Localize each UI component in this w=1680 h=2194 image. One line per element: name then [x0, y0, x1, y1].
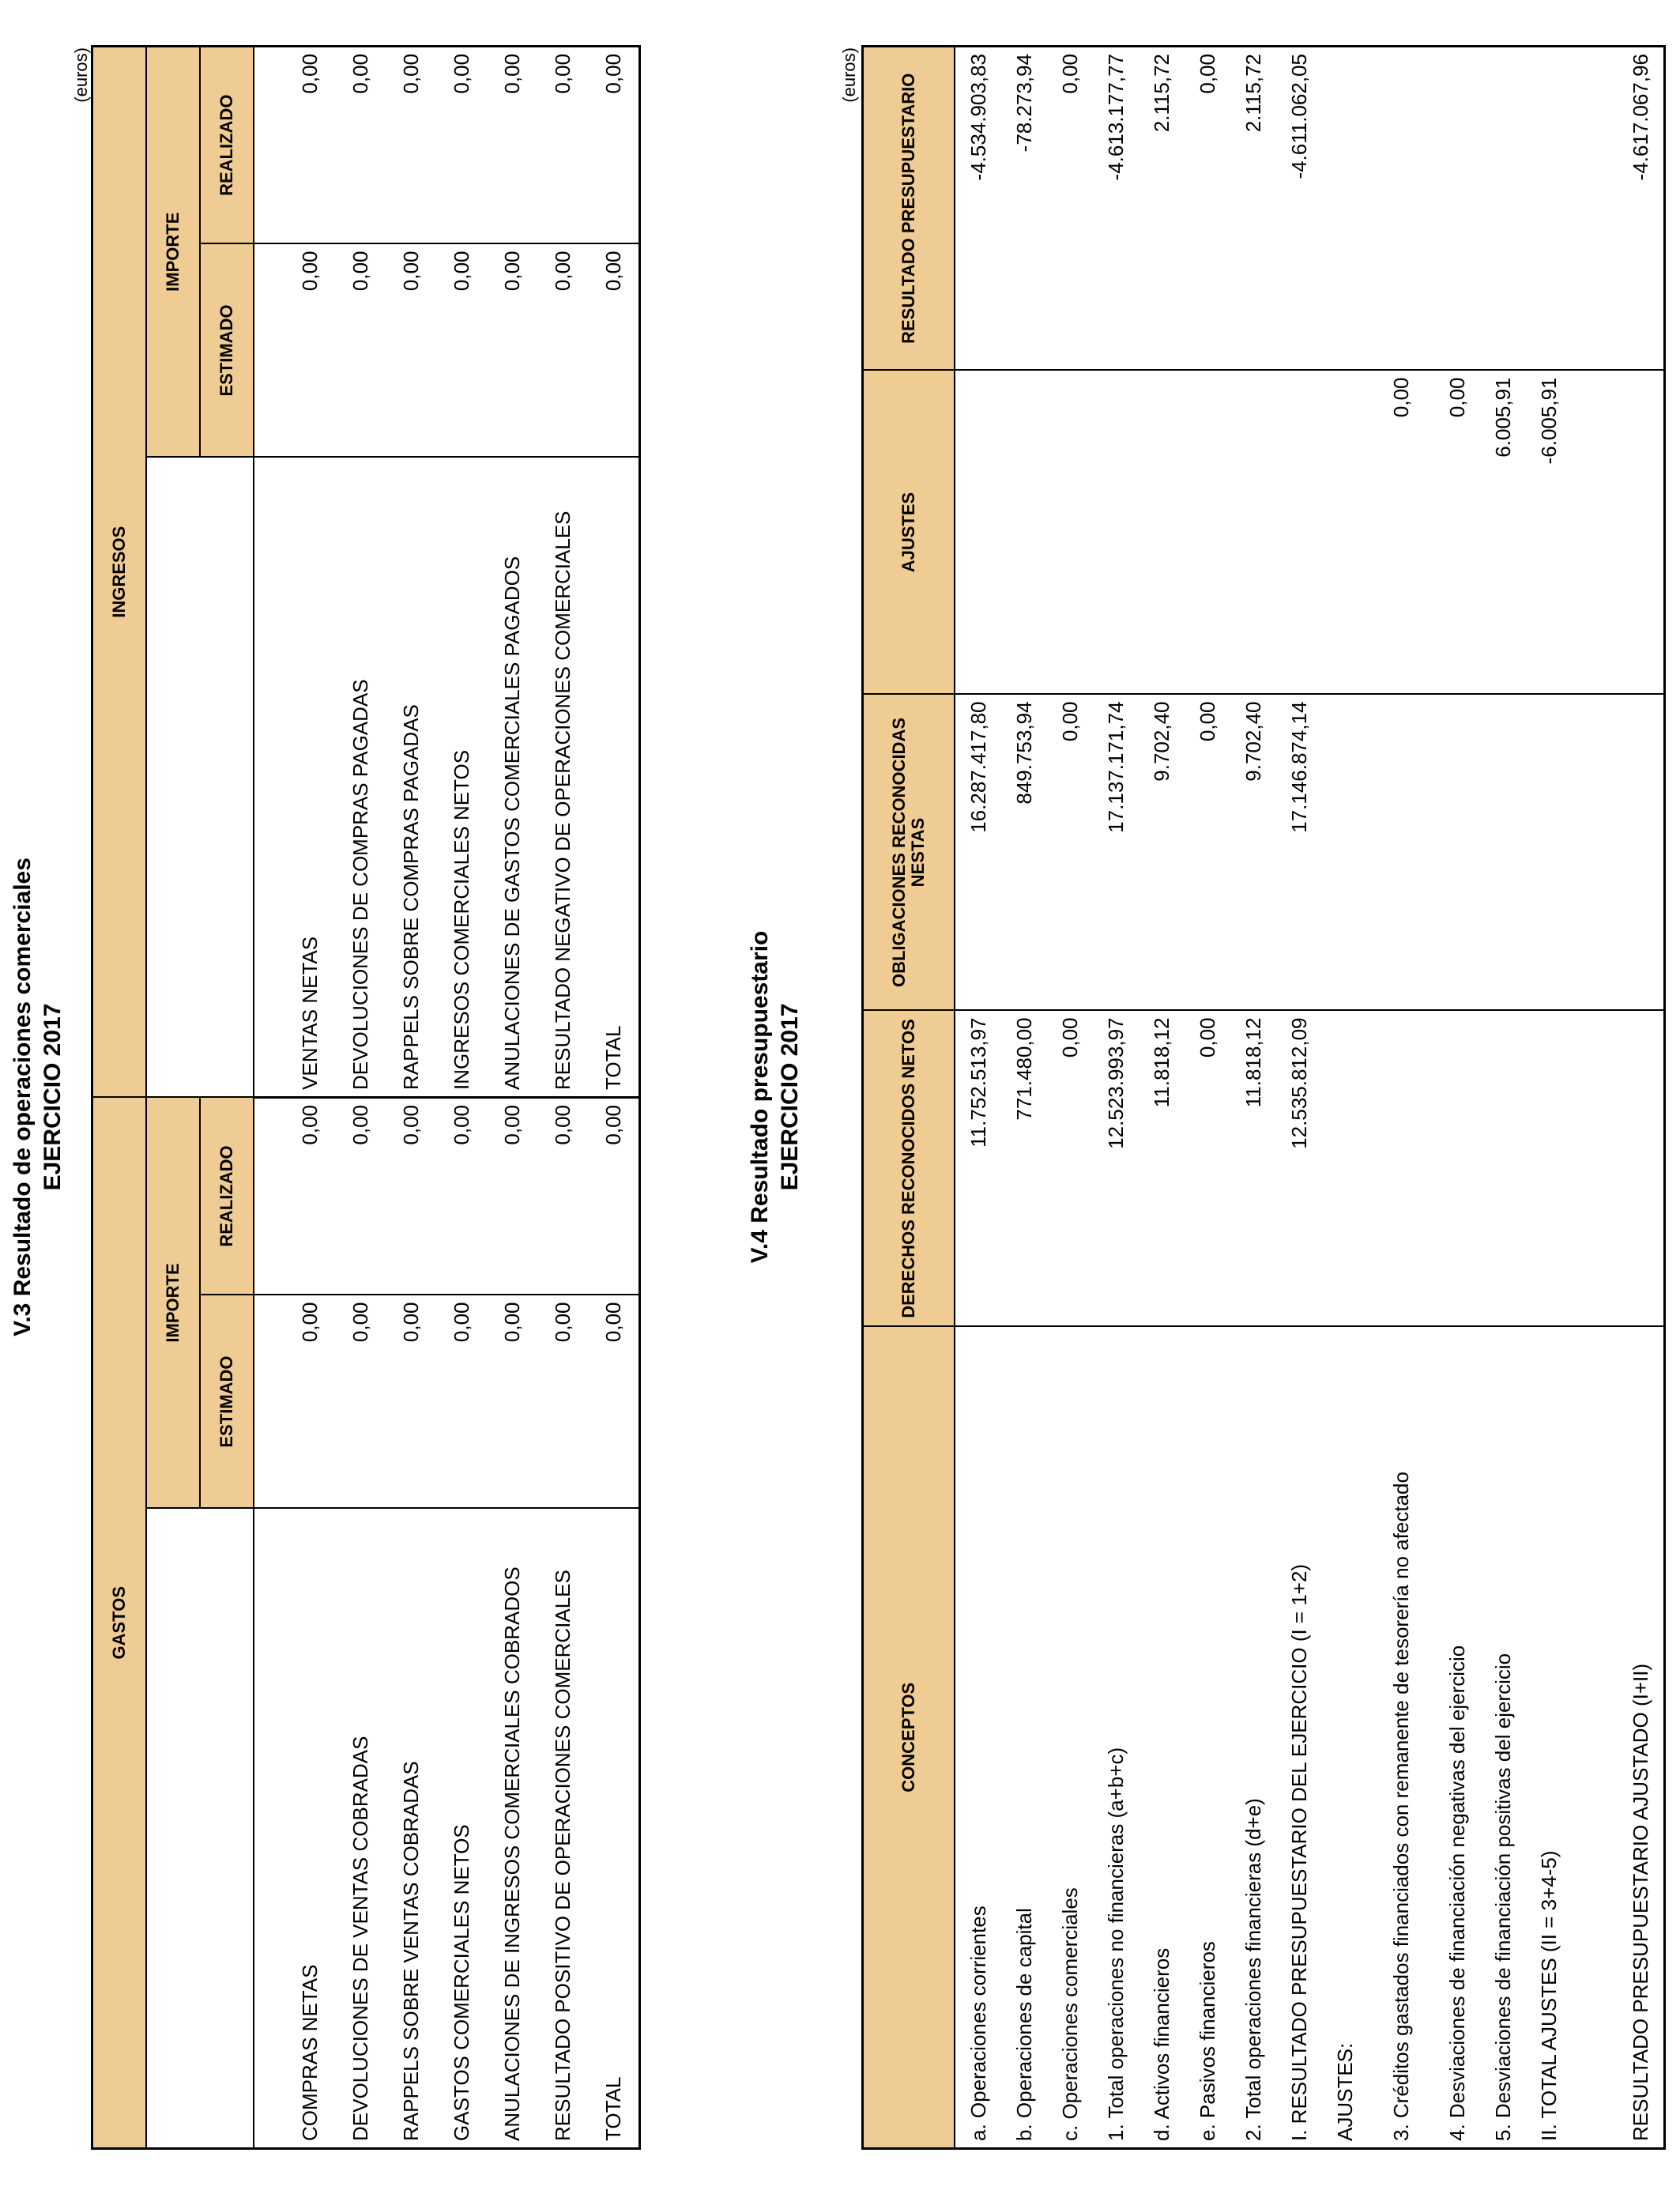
ajustes-value: [955, 371, 1001, 695]
concepto-label: 3. Créditos gastados financiados con remanente de tesorería no afectado: [1368, 1327, 1434, 2149]
concepto-label: e. Pasivos financieros: [1185, 1327, 1230, 2149]
ingreso-label: DEVOLUCIONES DE COMPRAS PAGADAS: [335, 457, 386, 1097]
obligaciones-value: [1572, 695, 1618, 1011]
gasto-label: RAPPELS SOBRE VENTAS COBRADAS: [398, 1761, 423, 2141]
table-row: [1526, 47, 1572, 2149]
derechos-value: [1572, 1011, 1618, 1327]
concepto-label: 1. Total operaciones no financieras (a+b+c): [1093, 1327, 1139, 2149]
concepto-label: RESULTADO PRESUPUESTARIO AJUSTADO (I+II): [1618, 1327, 1665, 2149]
v3-unit: (euros): [71, 47, 91, 103]
resultado-value: [1322, 47, 1368, 371]
ingresos-importe-header: IMPORTE: [146, 46, 200, 457]
ingreso-label: TOTAL: [588, 457, 640, 1097]
v3-title: V.3 Resultado de operaciones comerciales: [9, 858, 36, 1336]
resultado-value: -4.617.067,96: [1628, 54, 1652, 181]
derechos-value: 12.535.812,09: [1276, 1011, 1322, 1327]
ajustes-value: 6.005,91: [1480, 371, 1526, 695]
ingreso-estimado-value: 0,00: [537, 243, 588, 457]
obligaciones-value: 17.146.874,14: [1276, 695, 1322, 1011]
ingreso-estimado-value: 0,00: [254, 243, 335, 457]
ingreso-estimado-value: 0,00: [386, 243, 436, 457]
v4-title: V.4 Resultado presupuestario: [747, 930, 773, 1264]
derechos-header: DERECHOS RECONOCIDOS NETOS: [863, 1011, 955, 1327]
gastos-label-col: [146, 1509, 254, 2149]
table-row: [1618, 47, 1665, 2149]
gastos-realizado-header: REALIZADO: [200, 1097, 254, 1295]
gasto-realizado-value: 0,00: [335, 1097, 386, 1295]
concepto-label: II. TOTAL AJUSTES (II = 3+4-5): [1526, 1327, 1572, 2149]
gasto-label: ANULACIONES DE INGRESOS COMERCIALES COBRADOS: [499, 1566, 524, 2141]
gasto-estimado-value: 0,00: [436, 1295, 487, 1509]
ingresos-realizado-header: REALIZADO: [200, 46, 254, 243]
resultado-value: 2.115,72: [1241, 54, 1265, 133]
derechos-value: [1526, 1011, 1572, 1327]
gasto-label: GASTOS COMERCIALES NETOS: [449, 1824, 473, 2141]
concepto-label: a. Operaciones corrientes: [955, 1327, 1001, 2149]
ingreso-realizado-value: 0,00: [436, 46, 487, 243]
table-row: [254, 46, 335, 2148]
ingreso-estimado-value: 0,00: [436, 243, 487, 457]
derechos-value: 771.480,00: [1001, 1011, 1047, 1327]
table-row: [386, 46, 436, 2148]
gasto-label: RESULTADO POSITIVO DE OPERACIONES COMERCIALES: [550, 1570, 574, 2141]
ingreso-label: INGRESOS COMERCIALES NETOS: [436, 457, 487, 1097]
table-row: [1093, 47, 1139, 2149]
v3-table: [91, 45, 641, 2150]
table-row: [436, 46, 487, 2148]
v4-subtitle: EJERCICIO 2017: [777, 1003, 803, 1191]
gasto-realizado-value: 0,00: [487, 1097, 537, 1295]
ingreso-realizado-value: 0,00: [254, 46, 335, 243]
ingreso-realizado-value: 0,00: [487, 46, 537, 243]
concepto-label: [1572, 1327, 1618, 2149]
gasto-realizado-value: 0,00: [436, 1097, 487, 1295]
ingreso-realizado-value: 0,00: [335, 46, 386, 243]
concepto-label: 2. Total operaciones financieras (d+e): [1230, 1327, 1276, 2149]
gasto-label: TOTAL: [601, 2076, 625, 2141]
obligaciones-value: 9.702,40: [1139, 695, 1185, 1011]
table-row: [1434, 47, 1480, 2149]
obligaciones-value: [1368, 695, 1434, 1011]
obligaciones-header: OBLIGACIONES RECONOCIDAS NESTAS: [863, 695, 955, 1011]
ingreso-realizado-value: 0,00: [386, 46, 436, 243]
v4-unit: (euros): [839, 47, 859, 103]
ajustes-value: [1572, 371, 1618, 695]
ajustes-value: [1618, 371, 1665, 695]
ingreso-estimado-value: 0,00: [487, 243, 537, 457]
concepto-label: I. RESULTADO PRESUPUESTARIO DEL EJERCICIO (I = 1+2): [1276, 1327, 1322, 2149]
ajustes-value: [1001, 371, 1047, 695]
concepto-label: c. Operaciones comerciales: [1047, 1327, 1093, 2149]
table-row: [1276, 47, 1322, 2149]
ingreso-realizado-value: 0,00: [537, 46, 588, 243]
gasto-estimado-value: 0,00: [487, 1295, 537, 1509]
resultado-value: 0,00: [1195, 54, 1219, 94]
derechos-value: [1480, 1011, 1526, 1327]
derechos-value: 11.818,12: [1139, 1011, 1185, 1327]
gasto-estimado-value: 0,00: [335, 1295, 386, 1509]
ajustes-value: [1230, 371, 1276, 695]
gasto-label: COMPRAS NETAS: [297, 1964, 322, 2141]
concepto-label: b. Operaciones de capital: [1001, 1327, 1047, 2149]
derechos-value: 11.818,12: [1230, 1011, 1276, 1327]
obligaciones-value: [1480, 695, 1526, 1011]
derechos-value: 11.752.513,97: [955, 1011, 1001, 1327]
obligaciones-value: 0,00: [1047, 695, 1093, 1011]
resultado-value: -4.613.177,77: [1103, 54, 1128, 181]
resultado-value: 0,00: [1057, 54, 1082, 94]
table-row: [1230, 47, 1276, 2149]
gastos-estimado-header: ESTIMADO: [200, 1295, 254, 1509]
resultado-value: -4.611.062,05: [1286, 54, 1311, 179]
resultado-value: [1526, 47, 1572, 371]
resultado-value: -4.534.903,83: [966, 54, 990, 181]
ingreso-label: VENTAS NETAS: [254, 457, 335, 1097]
resultado-value: [1480, 47, 1526, 371]
ajustes-value: [1139, 371, 1185, 695]
ajustes-value: 0,00: [1368, 371, 1434, 695]
v3-table-body: [254, 46, 640, 2148]
obligaciones-value: 17.137.171,74: [1093, 695, 1139, 1011]
obligaciones-value: 849.753,94: [1001, 695, 1047, 1011]
gastos-header: GASTOS: [92, 1097, 146, 2148]
table-row: [588, 46, 640, 2148]
obligaciones-value: [1322, 695, 1368, 1011]
table-row: [955, 47, 1001, 2149]
ajustes-value: -6.005,91: [1526, 371, 1572, 695]
obligaciones-value: 16.287.417,80: [955, 695, 1001, 1011]
resultado-value: [1368, 47, 1434, 371]
concepto-label: AJUSTES:: [1322, 1327, 1368, 2149]
gasto-estimado-value: 0,00: [537, 1295, 588, 1509]
ajustes-value: [1047, 371, 1093, 695]
table-row: [1047, 47, 1093, 2149]
v3-subtitle: EJERCICIO 2017: [40, 1003, 66, 1191]
derechos-value: [1368, 1011, 1434, 1327]
table-row: [1572, 47, 1618, 2149]
derechos-value: 12.523.993,97: [1093, 1011, 1139, 1327]
concepto-label: 4. Desviaciones de financiación negativas del ejercicio: [1434, 1327, 1480, 2149]
ajustes-value: [1185, 371, 1230, 695]
gasto-realizado-value: 0,00: [254, 1097, 335, 1295]
ingreso-label: RAPPELS SOBRE COMPRAS PAGADAS: [386, 457, 436, 1097]
derechos-value: [1322, 1011, 1368, 1327]
obligaciones-value: [1526, 695, 1572, 1011]
ajustes-value: [1093, 371, 1139, 695]
concepto-label: 5. Desviaciones de financiación positivas del ejercicio: [1480, 1327, 1526, 2149]
gasto-realizado-value: 0,00: [386, 1097, 436, 1295]
ingreso-realizado-value: 0,00: [588, 46, 640, 243]
resultado-value: -78.273,94: [1011, 54, 1036, 153]
resultado-value: [1434, 47, 1480, 371]
v4-table-body: [955, 47, 1665, 2149]
table-row: [1185, 47, 1230, 2149]
table-row: [335, 46, 386, 2148]
ajustes-value: [1322, 371, 1368, 695]
resultado-value: [1572, 47, 1618, 371]
gasto-label: DEVOLUCIONES DE VENTAS COBRADAS: [348, 1736, 372, 2141]
ajustes-value: [1276, 371, 1322, 695]
table-row: [1322, 47, 1368, 2149]
v4-table: [861, 45, 1666, 2150]
table-row: [537, 46, 588, 2148]
derechos-value: [1618, 1011, 1665, 1327]
table-row: [1001, 47, 1047, 2149]
resultado-header: RESULTADO PRESUPUESTARIO: [863, 47, 955, 371]
ingreso-estimado-value: 0,00: [588, 243, 640, 457]
gasto-estimado-value: 0,00: [386, 1295, 436, 1509]
ajustes-header: AJUSTES: [863, 371, 955, 695]
derechos-value: [1434, 1011, 1480, 1327]
conceptos-header: CONCEPTOS: [863, 1327, 955, 2149]
obligaciones-value: [1618, 695, 1665, 1011]
gasto-realizado-value: 0,00: [588, 1097, 640, 1295]
ingreso-label: ANULACIONES DE GASTOS COMERCIALES PAGADOS: [487, 457, 537, 1097]
ingresos-label-col: [146, 457, 254, 1097]
gasto-realizado-value: 0,00: [537, 1097, 588, 1295]
obligaciones-value: 9.702,40: [1230, 695, 1276, 1011]
gastos-importe-header: IMPORTE: [146, 1097, 200, 1508]
resultado-value: 2.115,72: [1149, 54, 1173, 133]
table-row: [1139, 47, 1185, 2149]
table-row: [487, 46, 537, 2148]
ingreso-estimado-value: 0,00: [335, 243, 386, 457]
ingresos-header: INGRESOS: [92, 46, 146, 1097]
obligaciones-value: 0,00: [1185, 695, 1230, 1011]
ingreso-label: RESULTADO NEGATIVO DE OPERACIONES COMERCIALES: [537, 457, 588, 1097]
gasto-estimado-value: 0,00: [588, 1295, 640, 1509]
obligaciones-value: [1434, 695, 1480, 1011]
concepto-label: d. Activos financieros: [1139, 1327, 1185, 2149]
ajustes-value: 0,00: [1434, 371, 1480, 695]
derechos-value: 0,00: [1047, 1011, 1093, 1327]
derechos-value: 0,00: [1185, 1011, 1230, 1327]
gasto-estimado-value: 0,00: [254, 1295, 335, 1509]
table-row: [1480, 47, 1526, 2149]
ingresos-estimado-header: ESTIMADO: [200, 243, 254, 457]
table-row: [1368, 47, 1434, 2149]
